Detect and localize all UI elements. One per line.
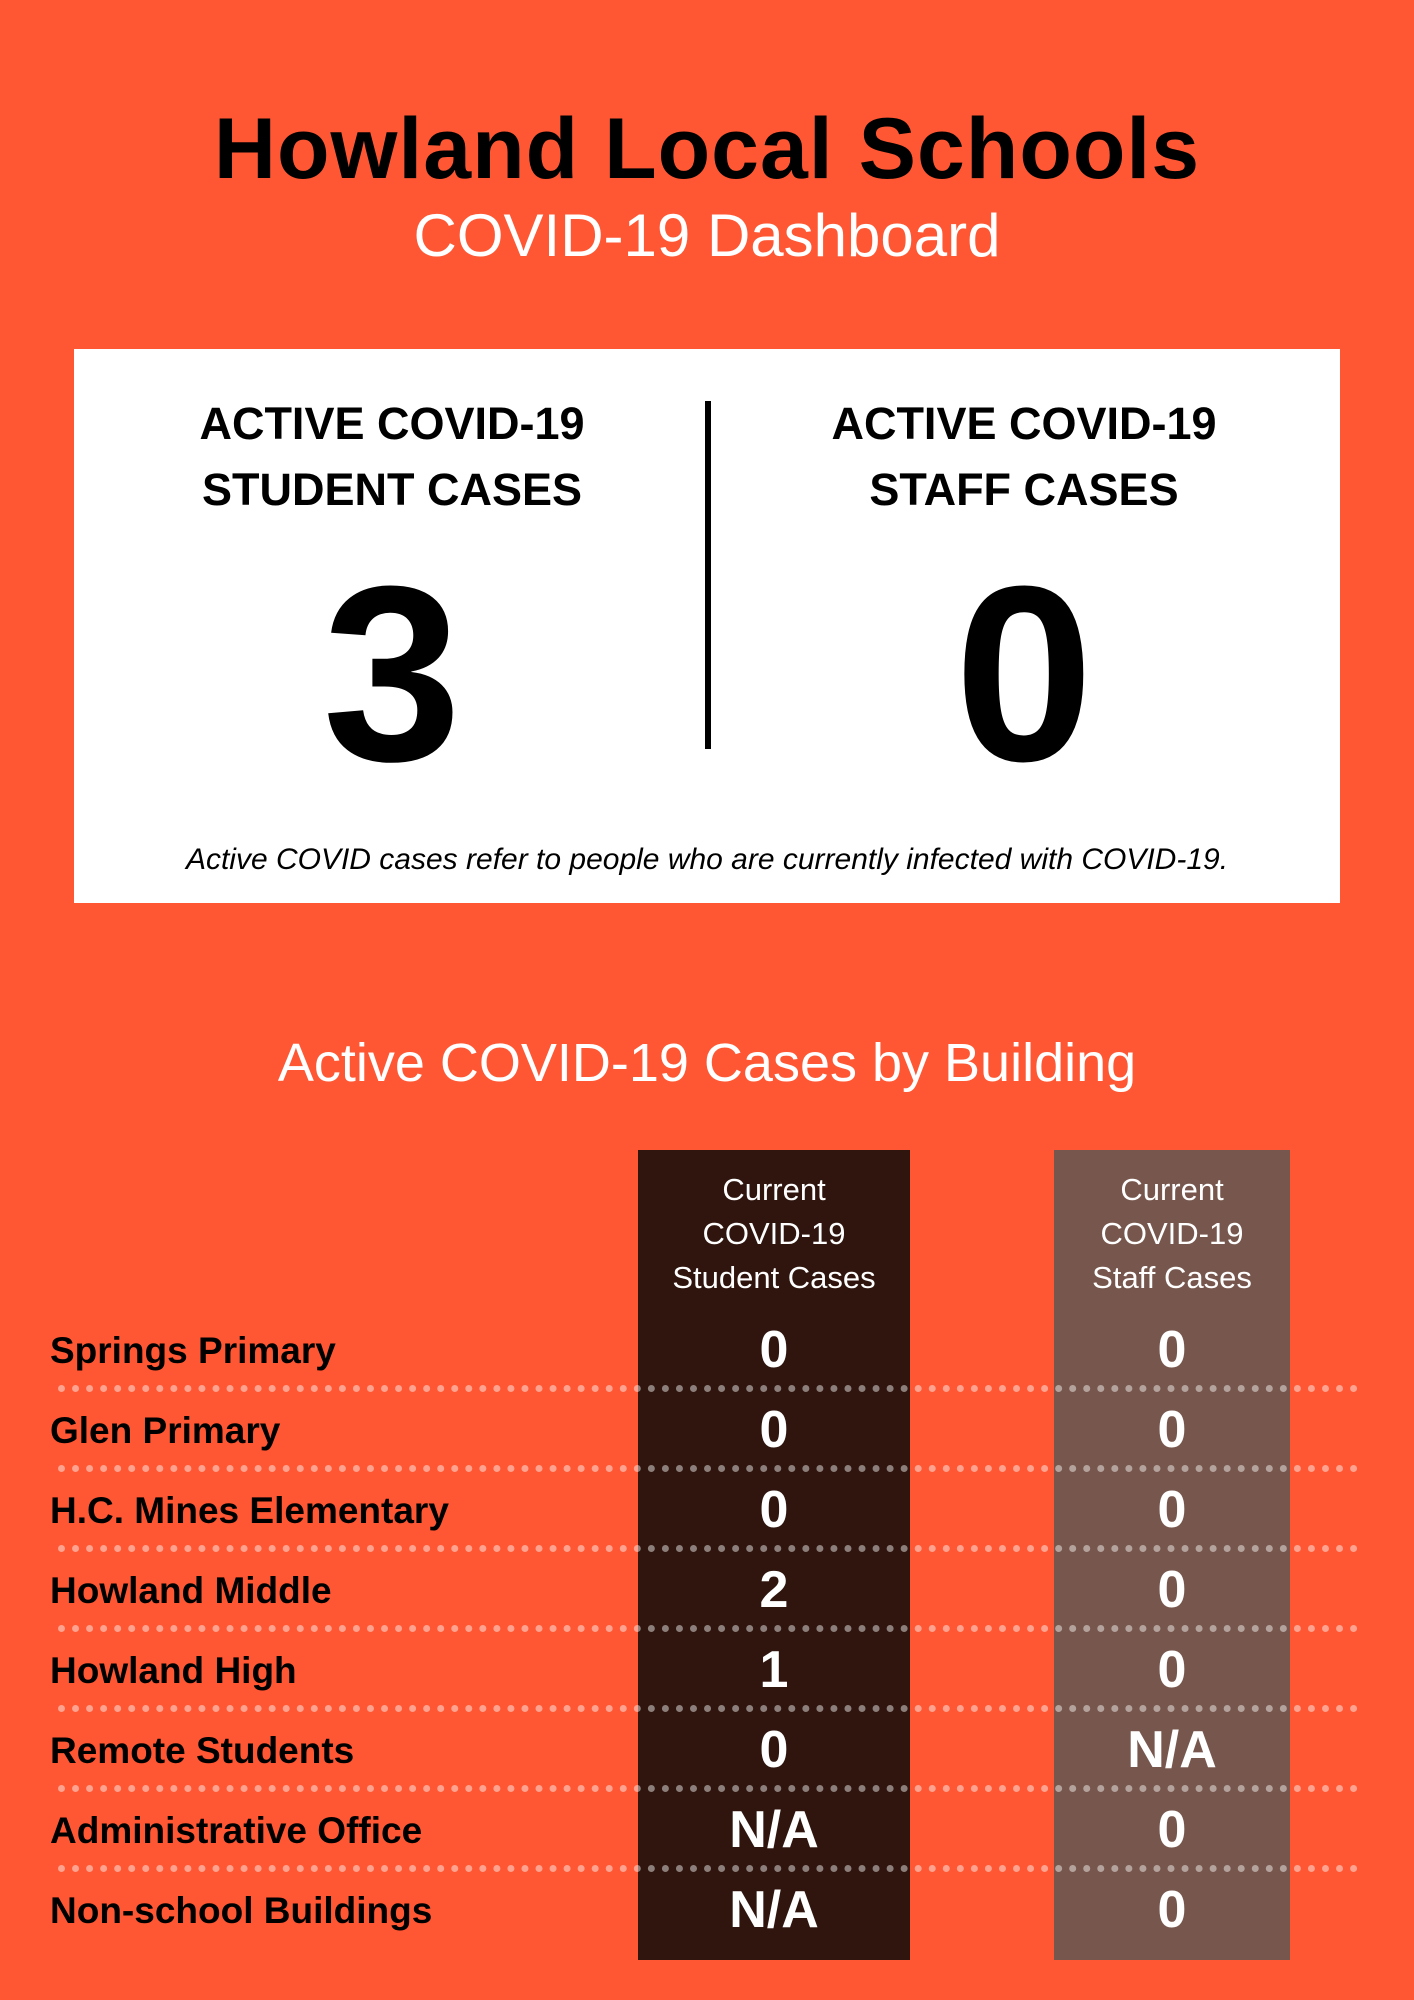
building-name: Glen Primary — [50, 1410, 281, 1451]
student-case-count: 0 — [759, 1721, 789, 1779]
building-name: Non-school Buildings — [50, 1890, 433, 1931]
student-case-count: 2 — [759, 1561, 789, 1619]
staff-cases-label — [764, 391, 1284, 523]
student-cases-label-line2: STUDENT CASES — [201, 464, 583, 515]
building-name: H.C. Mines Elementary — [50, 1490, 449, 1531]
table-row — [48, 1632, 1358, 1712]
staff-cases-label-line1: ACTIVE COVID-19 — [831, 398, 1217, 449]
staff-header-line1: Current — [1120, 1172, 1224, 1207]
staff-column-header — [1054, 1168, 1290, 1300]
table-row — [48, 1792, 1358, 1872]
student-case-count: 0 — [759, 1321, 789, 1379]
student-header-line3: Student Cases — [672, 1260, 876, 1295]
summary-footnote: Active COVID cases refer to people who are currently infected with COVID-19. — [185, 843, 1229, 876]
staff-header-line3: Staff Cases — [1092, 1260, 1252, 1295]
row-divider — [58, 1545, 1358, 1552]
student-cases-label-line1: ACTIVE COVID-19 — [199, 398, 585, 449]
student-case-count: N/A — [729, 1881, 819, 1939]
table-row — [48, 1392, 1358, 1472]
building-name: Remote Students — [50, 1730, 355, 1771]
buildings-section-title: Active COVID-19 Cases by Building — [277, 1033, 1137, 1093]
student-cases-label — [132, 391, 652, 523]
student-column-header — [638, 1168, 910, 1300]
table-row — [48, 1872, 1358, 1952]
row-divider — [58, 1625, 1358, 1632]
staff-case-count: 0 — [1157, 1561, 1187, 1619]
page-title: Howland Local Schools — [213, 101, 1201, 197]
row-divider — [58, 1785, 1358, 1792]
student-case-count: 0 — [759, 1481, 789, 1539]
summary-card — [74, 349, 1340, 903]
student-case-count: 0 — [759, 1401, 789, 1459]
staff-cases-label-line2: STAFF CASES — [869, 464, 1179, 515]
building-table — [48, 1312, 1358, 1952]
staff-cases-value: 0 — [954, 534, 1094, 813]
table-row — [48, 1552, 1358, 1632]
row-divider — [58, 1465, 1358, 1472]
student-case-count: 1 — [759, 1641, 789, 1699]
summary-divider — [705, 401, 711, 749]
building-name: Howland High — [50, 1650, 297, 1691]
table-row — [48, 1312, 1358, 1392]
row-divider — [58, 1865, 1358, 1872]
student-cases-value: 3 — [322, 534, 462, 813]
staff-case-count: 0 — [1157, 1401, 1187, 1459]
student-case-count: N/A — [729, 1801, 819, 1859]
building-name: Howland Middle — [50, 1570, 332, 1611]
page-subtitle: COVID-19 Dashboard — [413, 202, 1001, 269]
building-name: Administrative Office — [50, 1810, 423, 1851]
table-row — [48, 1472, 1358, 1552]
table-row — [48, 1712, 1358, 1792]
staff-case-count: N/A — [1127, 1721, 1217, 1779]
row-divider — [58, 1705, 1358, 1712]
staff-case-count: 0 — [1157, 1481, 1187, 1539]
staff-case-count: 0 — [1157, 1321, 1187, 1379]
row-divider — [58, 1385, 1358, 1392]
staff-case-count: 0 — [1157, 1881, 1187, 1939]
staff-case-count: 0 — [1157, 1801, 1187, 1859]
student-header-line2: COVID-19 — [702, 1216, 846, 1251]
staff-header-line2: COVID-19 — [1100, 1216, 1244, 1251]
student-header-line1: Current — [722, 1172, 826, 1207]
staff-case-count: 0 — [1157, 1641, 1187, 1699]
building-name: Springs Primary — [50, 1330, 336, 1371]
